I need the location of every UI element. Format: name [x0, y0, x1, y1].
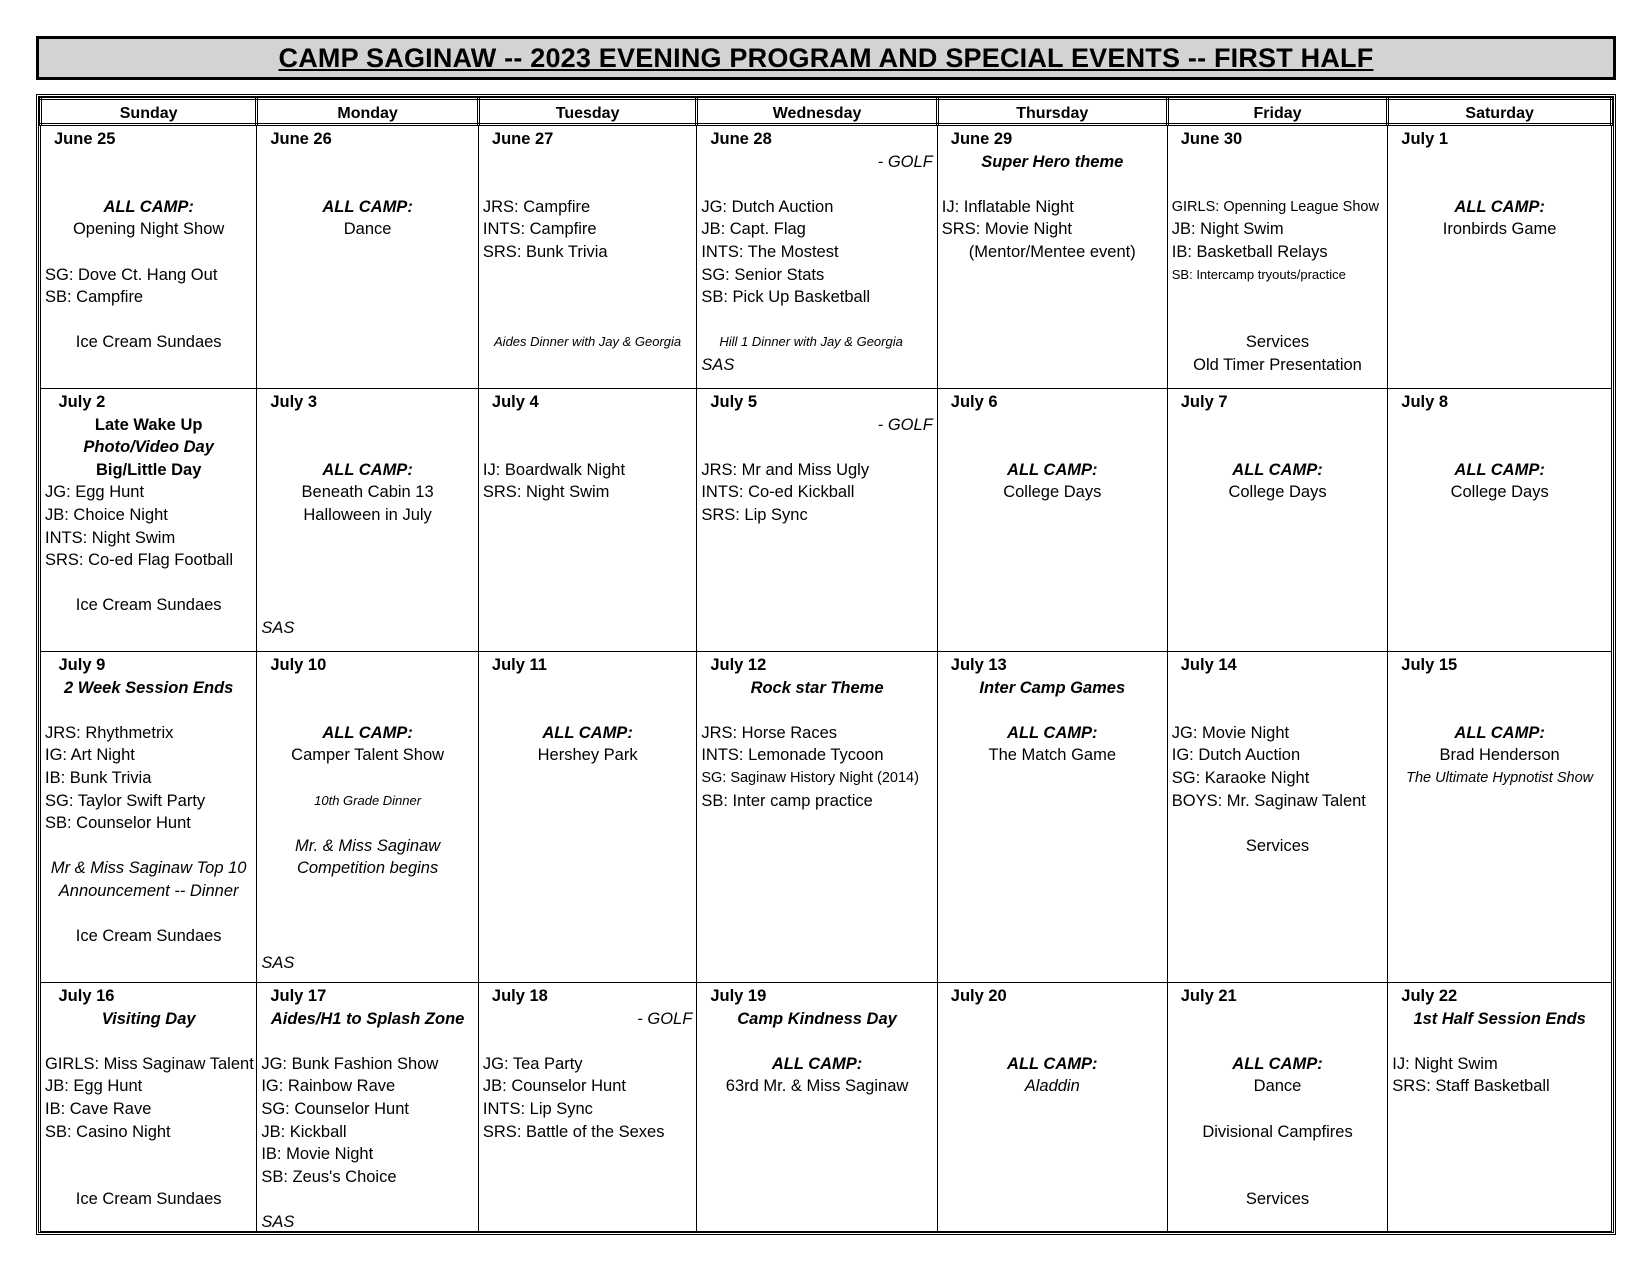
- week-row: [41, 983, 1612, 1232]
- week-row: [41, 389, 1612, 652]
- event-line: Aides Dinner with Jay & Georgia: [494, 334, 682, 350]
- day-cell-content: [1388, 983, 1611, 1230]
- day-cell: [1388, 125, 1612, 389]
- day-cell: [1167, 983, 1388, 1232]
- page-title: CAMP SAGINAW -- 2023 EVENING PROGRAM AND SPECIAL EVENTS -- FIRST HALF: [278, 42, 1374, 73]
- day-cell-content: [938, 983, 1167, 1230]
- day-cell: [478, 125, 696, 389]
- event-line: ALL CAMP:: [542, 723, 633, 742]
- week-row: [41, 125, 1612, 389]
- day-cell-content: [479, 389, 696, 650]
- day-header: Wednesday: [697, 99, 937, 125]
- date-label: July 5: [710, 393, 758, 411]
- day-header-row: [41, 99, 1612, 125]
- event-line: 10th Grade Dinner: [314, 792, 422, 808]
- event-line: SB: Inter camp practice: [701, 791, 873, 810]
- day-cell: [1167, 652, 1388, 983]
- event-line: Camp Kindness Day: [737, 1009, 897, 1028]
- event-line: Opening Night Show: [72, 220, 225, 239]
- event-line: JB: Capt. Flag: [701, 220, 806, 239]
- day-cell: [478, 389, 696, 652]
- event-line: ALL CAMP:: [771, 1054, 863, 1073]
- event-line: JB: Kickball: [261, 1122, 347, 1141]
- week-row: [41, 652, 1612, 983]
- day-cell: [937, 389, 1167, 652]
- event-line: Rock star Theme: [750, 678, 884, 697]
- event-line: JG: Dutch Auction: [701, 197, 834, 216]
- day-cell: [1167, 125, 1388, 389]
- day-cell-content: [697, 126, 936, 387]
- day-cell: [257, 652, 479, 983]
- event-line: SG: Senior Stats: [701, 265, 825, 284]
- event-line: SRS: Lip Sync: [701, 506, 808, 524]
- date-label: July 8: [1401, 393, 1449, 411]
- event-line: Super Hero theme: [981, 152, 1124, 171]
- event-line: College Days: [1228, 483, 1327, 502]
- event-line: College Days: [1003, 483, 1102, 502]
- event-line: Aides/H1 to Splash Zone: [270, 1009, 465, 1028]
- event-line: Camper Talent Show: [291, 746, 445, 765]
- day-cell-content: [1388, 389, 1611, 650]
- event-line: IJ: Boardwalk Night: [482, 460, 626, 479]
- day-cell: [1388, 983, 1612, 1232]
- event-line: Ironbirds Game: [1442, 220, 1557, 239]
- event-line: IJ: Inflatable Night: [941, 197, 1074, 216]
- event-line: Services: [1245, 333, 1310, 352]
- date-label: July 9: [58, 656, 106, 674]
- event-line: Photo/Video Day: [83, 438, 214, 457]
- event-line: SG: Counselor Hunt: [261, 1100, 409, 1118]
- event-line: INTS: Campfire: [482, 220, 597, 239]
- event-line: SB: Pick Up Basketball: [701, 288, 871, 307]
- event-line: ALL CAMP:: [1007, 460, 1098, 479]
- day-cell: [697, 125, 937, 389]
- event-line: JB: Choice Night: [45, 506, 168, 524]
- day-cell-content: [697, 652, 936, 981]
- event-line: SB: Counselor Hunt: [45, 814, 191, 833]
- day-cell-content: [41, 652, 256, 981]
- day-cell-content: [1388, 652, 1611, 981]
- event-line: Late Wake Up: [94, 415, 203, 434]
- event-line: ALL CAMP:: [1007, 723, 1098, 742]
- event-line: Hershey Park: [537, 746, 638, 765]
- event-line: IG: Art Night: [45, 746, 135, 765]
- event-line: Halloween in July: [303, 506, 432, 524]
- event-line: Hill 1 Dinner with Jay & Georgia: [719, 334, 903, 350]
- day-cell-content: [479, 126, 696, 387]
- date-label: July 19: [710, 987, 767, 1005]
- day-cell: [937, 125, 1167, 389]
- event-line: SAS: [261, 1213, 295, 1231]
- event-line: Ice Cream Sundaes: [75, 1190, 222, 1209]
- date-label: July 21: [1180, 987, 1237, 1005]
- event-line: Mr & Miss Saginaw Top 10: [50, 859, 247, 878]
- event-line: (Mentor/Mentee event): [968, 243, 1136, 261]
- day-cell: [1388, 389, 1612, 652]
- event-line: SRS: Night Swim: [482, 483, 610, 502]
- day-cell-content: [1168, 652, 1388, 981]
- event-line: ALL CAMP:: [1454, 197, 1545, 216]
- event-line: Brad Henderson: [1439, 746, 1560, 765]
- event-line: INTS: Lip Sync: [482, 1100, 593, 1118]
- event-line: JRS: Horse Races: [701, 723, 838, 742]
- day-cell-content: [1168, 126, 1388, 387]
- day-cell-content: [697, 389, 936, 650]
- event-line: 2 Week Session Ends: [63, 678, 234, 697]
- day-cell-content: [938, 652, 1167, 981]
- date-label: July 18: [491, 987, 548, 1005]
- event-line: - GOLF: [877, 152, 933, 171]
- date-label: June 28: [710, 130, 772, 148]
- event-line: JG: Egg Hunt: [45, 483, 145, 502]
- date-label: July 16: [58, 987, 115, 1005]
- day-cell: [41, 125, 257, 389]
- event-line: SAS: [261, 954, 295, 973]
- event-line: Beneath Cabin 13: [301, 483, 434, 502]
- date-label: July 13: [950, 656, 1007, 674]
- day-cell: [937, 983, 1167, 1232]
- day-cell: [1388, 652, 1612, 983]
- event-line: INTS: Lemonade Tycoon: [701, 746, 884, 765]
- event-line: Inter Camp Games: [979, 678, 1126, 697]
- date-label: July 4: [491, 393, 539, 411]
- day-cell-content: [1168, 389, 1388, 650]
- event-line: JRS: Mr and Miss Ugly: [701, 460, 870, 479]
- day-cell: [257, 389, 479, 652]
- day-cell-content: [257, 126, 478, 387]
- date-label: July 3: [270, 393, 318, 411]
- event-line: SG: Dove Ct. Hang Out: [45, 265, 218, 284]
- date-label: July 17: [270, 987, 327, 1005]
- event-line: IG: Rainbow Rave: [261, 1077, 396, 1096]
- date-label: July 12: [710, 656, 767, 674]
- event-line: ALL CAMP:: [1454, 460, 1545, 479]
- event-line: JG: Bunk Fashion Show: [261, 1054, 439, 1073]
- calendar-weeks: [41, 125, 1612, 1232]
- event-line: Ice Cream Sundaes: [75, 927, 222, 946]
- event-line: Mr. & Miss Saginaw: [295, 836, 441, 855]
- date-label: July 22: [1401, 987, 1458, 1005]
- day-cell: [478, 652, 696, 983]
- event-line: ALL CAMP:: [322, 723, 413, 742]
- day-cell: [697, 652, 937, 983]
- event-line: SAS: [261, 619, 295, 637]
- event-line: SRS: Co-ed Flag Football: [45, 551, 234, 570]
- day-cell: [478, 983, 696, 1232]
- event-line: SG: Saginaw History Night (2014): [701, 770, 919, 786]
- day-header: Tuesday: [478, 99, 696, 125]
- event-line: The Ultimate Hypnotist Show: [1406, 770, 1594, 786]
- event-line: Divisional Campfires: [1202, 1122, 1353, 1141]
- event-line: IG: Dutch Auction: [1171, 746, 1301, 765]
- calendar-table: [39, 97, 1613, 1232]
- date-label: July 2: [58, 393, 106, 411]
- event-line: SRS: Bunk Trivia: [482, 243, 608, 261]
- day-cell-content: [41, 983, 256, 1230]
- event-line: IB: Basketball Relays: [1171, 243, 1328, 261]
- event-line: Services: [1245, 1190, 1310, 1209]
- day-cell-content: [41, 389, 256, 650]
- date-label: July 1: [1401, 130, 1449, 148]
- day-cell-content: [479, 983, 696, 1230]
- event-line: IJ: Night Swim: [1392, 1054, 1498, 1073]
- event-line: ALL CAMP:: [322, 460, 413, 479]
- event-line: IB: Cave Rave: [45, 1100, 152, 1118]
- event-line: Ice Cream Sundaes: [75, 596, 222, 615]
- event-line: JG: Tea Party: [482, 1054, 583, 1073]
- event-line: SB: Zeus's Choice: [261, 1167, 397, 1186]
- event-line: SG: Karaoke Night: [1171, 769, 1310, 787]
- event-line: Aladdin: [1024, 1077, 1080, 1096]
- day-cell-content: [1168, 983, 1388, 1230]
- event-line: ALL CAMP:: [1007, 1054, 1098, 1073]
- day-cell: [937, 652, 1167, 983]
- event-line: INTS: Night Swim: [45, 528, 176, 547]
- event-line: SB: Intercamp tryouts/practice: [1171, 266, 1346, 282]
- event-line: ALL CAMP:: [1232, 460, 1323, 479]
- day-cell: [257, 983, 479, 1232]
- event-line: GIRLS: Openning League Show: [1171, 198, 1379, 215]
- event-line: INTS: The Mostest: [701, 243, 839, 261]
- event-line: Big/Little Day: [95, 460, 202, 479]
- event-line: - GOLF: [877, 415, 933, 434]
- event-line: JB: Egg Hunt: [45, 1077, 143, 1096]
- event-line: - GOLF: [637, 1009, 693, 1028]
- day-cell: [1167, 389, 1388, 652]
- date-label: June 27: [491, 130, 554, 148]
- date-label: June 29: [950, 130, 1013, 148]
- event-line: 1st Half Session Ends: [1413, 1009, 1586, 1028]
- date-label: July 6: [950, 393, 998, 411]
- event-line: 63rd Mr. & Miss Saginaw: [725, 1077, 909, 1096]
- event-line: ALL CAMP:: [322, 197, 413, 216]
- event-line: IB: Movie Night: [261, 1145, 374, 1164]
- date-label: July 20: [950, 987, 1007, 1005]
- event-line: INTS: Co-ed Kickball: [701, 483, 855, 502]
- day-cell-content: [938, 126, 1167, 387]
- event-line: SB: Campfire: [45, 288, 144, 307]
- event-line: Visiting Day: [101, 1009, 196, 1028]
- event-line: College Days: [1450, 483, 1549, 502]
- day-cell: [697, 389, 937, 652]
- event-line: SB: Casino Night: [45, 1122, 171, 1141]
- calendar: [36, 94, 1616, 1235]
- date-label: July 7: [1180, 393, 1228, 411]
- day-header: Sunday: [41, 99, 257, 125]
- event-line: JG: Movie Night: [1171, 723, 1290, 742]
- day-cell: [41, 983, 257, 1232]
- title-bar: [36, 36, 1616, 80]
- event-line: Dance: [1253, 1077, 1302, 1096]
- date-label: June 30: [1180, 130, 1243, 148]
- day-cell: [697, 983, 937, 1232]
- day-cell-content: [41, 126, 256, 387]
- date-label: July 14: [1180, 656, 1237, 674]
- event-line: IB: Bunk Trivia: [45, 769, 152, 787]
- day-cell-content: [257, 389, 478, 650]
- event-line: SG: Taylor Swift Party: [45, 791, 206, 810]
- day-cell-content: [1388, 126, 1611, 387]
- event-line: The Match Game: [988, 746, 1116, 765]
- event-line: ALL CAMP:: [103, 197, 194, 216]
- day-cell-content: [257, 983, 478, 1230]
- day-cell: [41, 389, 257, 652]
- event-line: Announcement -- Dinner: [58, 882, 239, 900]
- event-line: BOYS: Mr. Saginaw Talent: [1171, 791, 1366, 810]
- event-line: GIRLS: Miss Saginaw Talent: [45, 1054, 254, 1073]
- day-header: Saturday: [1388, 99, 1612, 125]
- event-line: ALL CAMP:: [1232, 1054, 1323, 1073]
- date-label: July 10: [270, 656, 327, 674]
- day-cell-content: [697, 983, 936, 1230]
- event-line: SRS: Battle of the Sexes: [482, 1122, 665, 1141]
- event-line: ALL CAMP:: [1454, 723, 1545, 742]
- day-cell: [257, 125, 479, 389]
- event-line: JB: Night Swim: [1171, 220, 1284, 239]
- day-header: Monday: [257, 99, 479, 125]
- event-line: Services: [1245, 836, 1310, 855]
- day-cell-content: [257, 652, 478, 981]
- event-line: SAS: [701, 356, 735, 374]
- event-line: Ice Cream Sundaes: [75, 333, 222, 352]
- date-label: July 11: [491, 656, 547, 674]
- event-line: SRS: Staff Basketball: [1392, 1077, 1550, 1096]
- day-cell-content: [938, 389, 1167, 650]
- date-label: June 26: [270, 130, 332, 148]
- event-line: Old Timer Presentation: [1193, 356, 1362, 374]
- day-header: Thursday: [937, 99, 1167, 125]
- event-line: JRS: Rhythmetrix: [45, 723, 174, 742]
- event-line: SRS: Movie Night: [941, 220, 1072, 239]
- day-cell: [41, 652, 257, 983]
- event-line: Competition begins: [296, 859, 439, 878]
- event-line: Dance: [343, 220, 392, 239]
- day-cell-content: [479, 652, 696, 981]
- event-line: JB: Counselor Hunt: [482, 1077, 626, 1096]
- event-line: JRS: Campfire: [482, 197, 591, 216]
- date-label: July 15: [1401, 656, 1458, 674]
- day-header: Friday: [1167, 99, 1388, 125]
- date-label: June 25: [54, 130, 116, 148]
